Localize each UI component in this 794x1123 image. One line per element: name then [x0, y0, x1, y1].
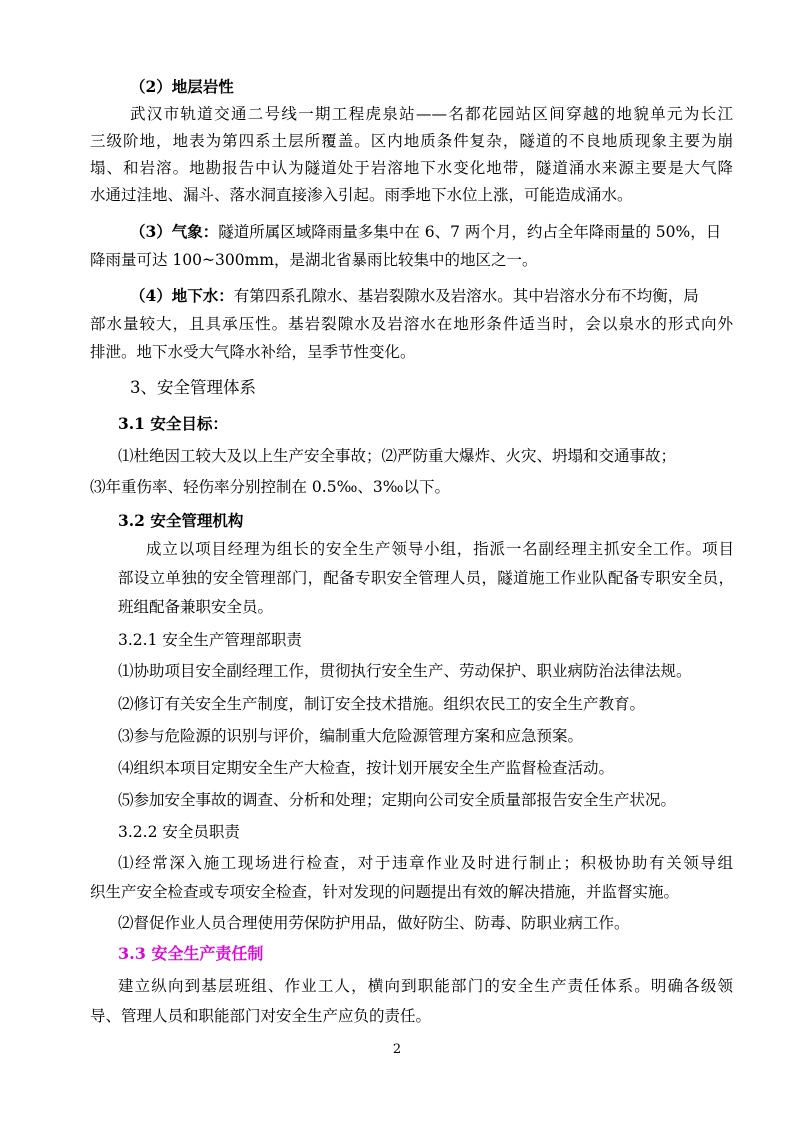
- officer-duty-line-2: 织生产安全检查或专项安全检查，针对发现的问题提出有效的解决措施，并监督实施。: [90, 883, 680, 901]
- org-line-1: 成立以项目经理为组长的安全生产领导小组，指派一名副经理主抓安全工作。项目: [146, 540, 734, 558]
- officer-duty-line-1: ⑴经常深入施工现场进行检查，对于违章作业及时进行制止；积极协助有关领导组: [118, 854, 733, 872]
- climate-text-1: 隧道所属区域降雨量多集中在 6、7 两个月，约占全年降雨量的 50%，日: [218, 223, 722, 241]
- officer-duty-line-3: ⑵督促作业人员合理使用劳保防护用品，做好防尘、防毒、防职业病工作。: [118, 914, 630, 932]
- responsibility-line-2: 导、管理人员和职能部门对安全生产应负的责任。: [90, 1007, 432, 1025]
- groundwater-line-3: 排泄。地下水受大气降水补给，呈季节性变化。: [90, 343, 416, 361]
- dept-duty-4: ⑷组织本项目定期安全生产大检查，按计划开展安全生产监督检查活动。: [118, 759, 615, 777]
- heading-safety-system: 3、安全管理体系: [130, 378, 256, 397]
- strata-line-2: 三级阶地，地表为第四系土层所覆盖。区内地质条件复杂，隧道的不良地质现象主要为崩: [90, 132, 733, 150]
- heading-responsibility-system: 3.3 安全生产责任制: [118, 944, 264, 963]
- org-line-2: 部设立单独的安全管理部门，配备专职安全管理人员，隧道施工作业队配备专职安全员，: [118, 569, 734, 587]
- climate-label: （3）气象：: [130, 222, 219, 241]
- goals-line-1: ⑴杜绝因工较大及以上生产安全事故；⑵严防重大爆炸、火灾、坍塌和交通事故；: [118, 447, 677, 465]
- responsibility-line-1: 建立纵向到基层班组、作业工人，横向到职能部门的安全生产责任体系。明确各级领: [118, 977, 733, 995]
- strata-line-1: 武汉市轨道交通二号线一期工程虎泉站——名都花园站区间穿越的地貌单元为长江: [130, 105, 733, 123]
- strata-line-3: 塌、和岩溶。地勘报告中认为隧道处于岩溶地下水变化地带，隧道涌水来源主要是大气降: [90, 159, 733, 177]
- dept-duty-5: ⑸参加安全事故的调查、分析和处理；定期向公司安全质量部报告安全生产状况。: [118, 791, 677, 809]
- groundwater-text-1: 有第四系孔隙水、基岩裂隙水及岩溶水。其中岩溶水分布不均衡，局: [233, 287, 699, 305]
- dept-duty-3: ⑶参与危险源的识别与评价，编制重大危险源管理方案和应急预案。: [118, 727, 584, 745]
- heading-officer-duties: 3.2.2 安全员职责: [118, 823, 240, 841]
- heading-safety-goals: 3.1 安全目标：: [118, 414, 228, 433]
- groundwater-line-2: 部水量较大，且具承压性。基岩裂隙水及岩溶水在地形条件适当时，会以泉水的形式向外: [90, 315, 733, 333]
- strata-line-4: 水通过洼地、漏斗、落水洞直接渗入引起。雨季地下水位上涨，可能造成涌水。: [90, 186, 633, 204]
- heading-strata: （2）地层岩性: [130, 77, 234, 96]
- climate-line-2: 降雨量可达 100~300mm，是湖北省暴雨比较集中的地区之一。: [90, 251, 538, 269]
- page-number: 2: [392, 1042, 402, 1057]
- dept-duty-1: ⑴协助项目安全副经理工作，贯彻执行安全生产、劳动保护、职业病防治法律法规。: [118, 662, 692, 680]
- dept-duty-2: ⑵修订有关安全生产制度，制订安全技术措施。组织农民工的安全生产教育。: [118, 695, 646, 713]
- groundwater-label: （4）地下水：: [130, 286, 234, 305]
- goals-line-2: ⑶年重伤率、轻伤率分别控制在 0.5‰、3‰以下。: [90, 478, 451, 496]
- climate-line-1: [130, 222, 733, 242]
- groundwater-line-1: [130, 286, 733, 306]
- heading-safety-org: 3.2 安全管理机构: [118, 511, 244, 530]
- heading-dept-duties: 3.2.1 安全生产管理部职责: [118, 631, 302, 649]
- org-line-3: 班组配备兼职安全员。: [118, 598, 274, 616]
